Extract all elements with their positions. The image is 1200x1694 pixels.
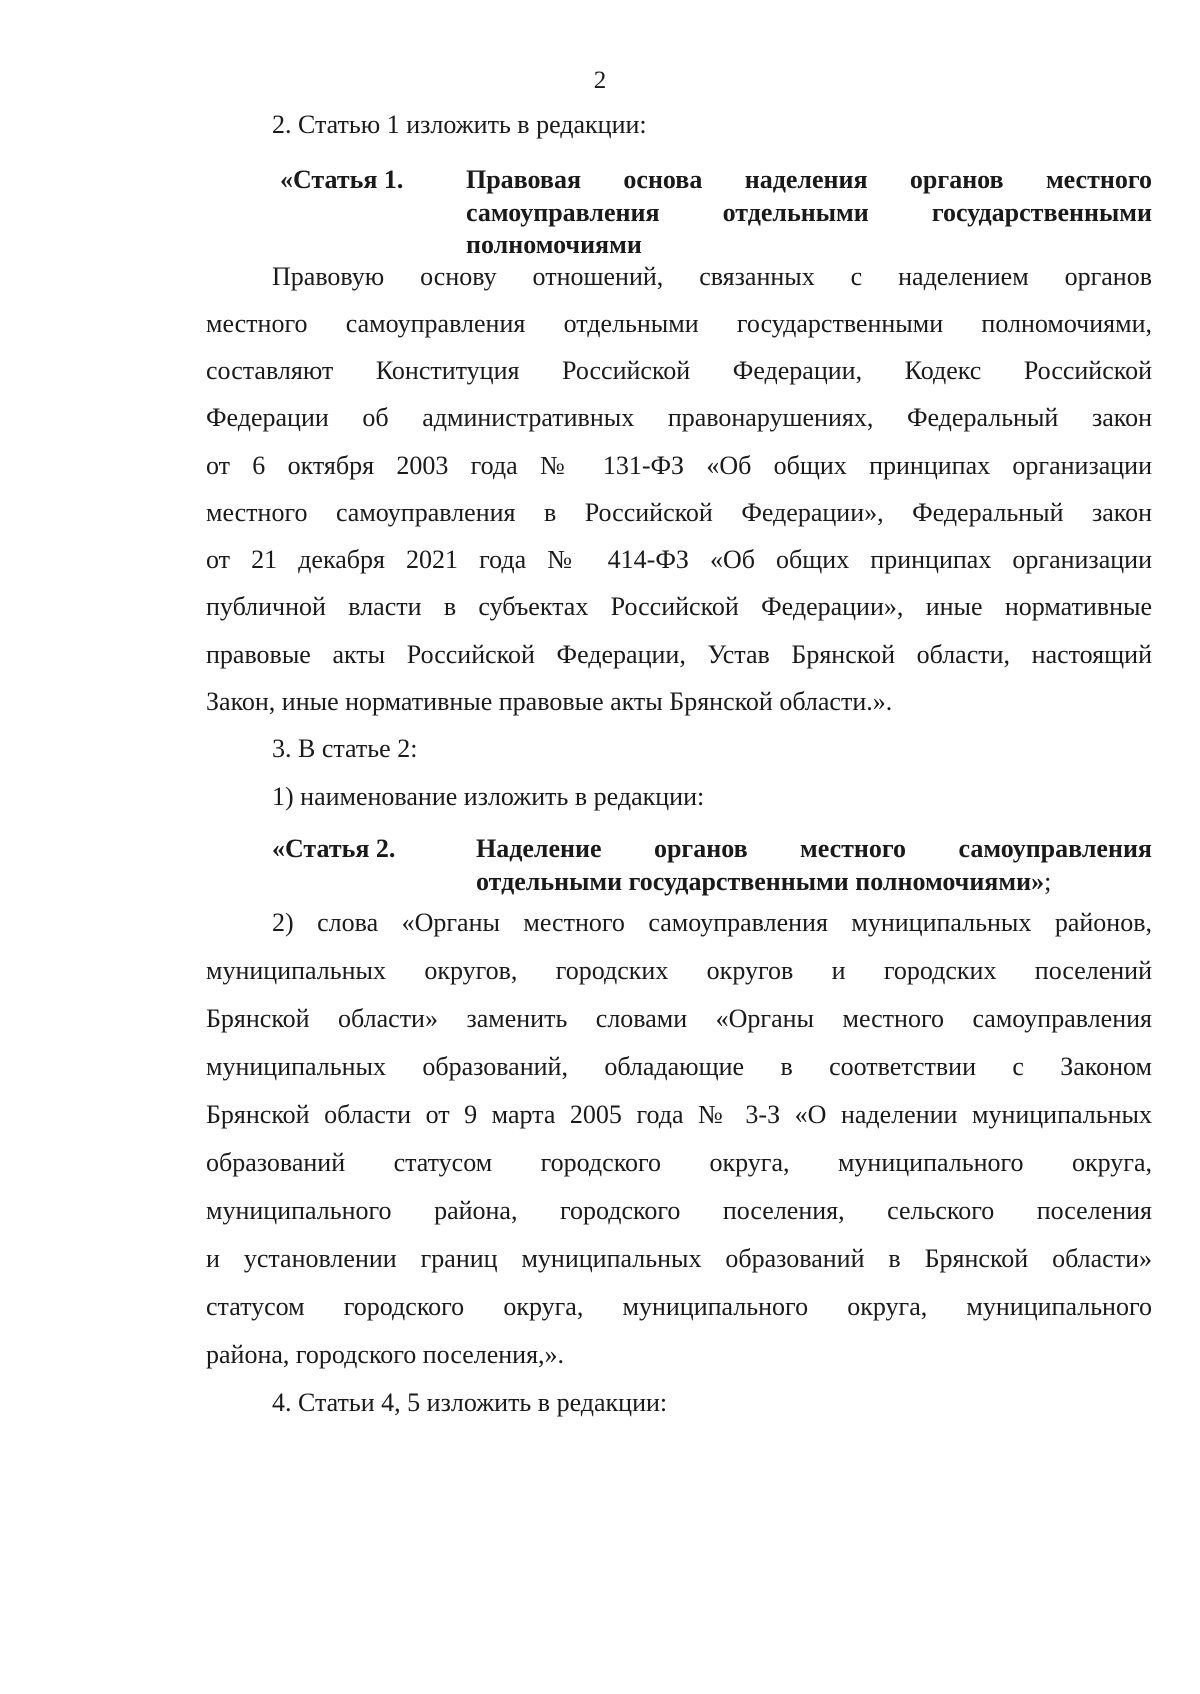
article-2-title-line [476,867,1051,897]
page-number: 2 [593,67,607,94]
article-1-body-line: местного самоуправления в Российской Федерации», Федеральный закон [206,498,1152,527]
article-2-title-suffix: ; [1044,867,1052,896]
article-1-body-line: публичной власти в субъектах Российской Федерации», иные нормативные [206,592,1152,621]
article-1-title-line: самоуправления отдельными государственными [466,198,1152,227]
article-1-body-line: от 21 декабря 2021 года № 414-ФЗ «Об общих принципах организации [206,545,1152,574]
item-3-sub-2-line: муниципальных образований, обладающие в соответствии с Законом [206,1052,1152,1081]
article-1-label: «Статья 1. [280,165,404,194]
item-4: 4. Статьи 4, 5 изложить в редакции: [272,1388,668,1417]
article-1-body-line: Федерации об административных правонарушениях, Федеральный закон [206,403,1152,432]
item-3-sub-1: 1) наименование изложить в редакции: [272,782,705,811]
item-3-sub-2-line: муниципального района, городского поселения, сельского поселения [206,1196,1152,1225]
article-1-body-line: правовые акты Российской Федерации, Устав Брянской области, настоящий [206,640,1152,669]
item-3-sub-2-line: Брянской области от 9 марта 2005 года № 3-З «О наделении муниципальных [206,1100,1152,1129]
item-2-intro: 2. Статью 1 изложить в редакции: [272,110,647,139]
article-1-body-line: Правовую основу отношений, связанных с наделением органов [272,262,1152,291]
item-3-sub-2-line: Брянской области» заменить словами «Органы местного самоуправления [206,1004,1152,1033]
item-3-sub-2-line: 2) слова «Органы местного самоуправления муниципальных районов, [272,908,1152,937]
item-3-sub-2-line: и установлении границ муниципальных образований в Брянской области» [206,1244,1152,1273]
item-3-sub-2-line: образований статусом городского округа, муниципального округа, [206,1148,1152,1177]
item-3-sub-2-line: муниципальных округов, городских округов и городских поселений [206,956,1152,985]
article-1-body-line: от 6 октября 2003 года № 131-ФЗ «Об общих принципах организации [206,451,1152,480]
item-3-sub-2-line: района, городского поселения,». [206,1340,565,1369]
article-2-title-line: Наделение органов местного самоуправления [476,834,1152,863]
article-2-label: «Статья 2. [272,834,396,863]
article-1-body-line: Закон, иные нормативные правовые акты Брянской области.». [206,687,893,716]
article-1-title-line: полномочиями [466,230,642,259]
article-1-title-line: Правовая основа наделения органов местного [466,165,1152,194]
article-2-title-text: отдельными государственными полномочиями» [476,867,1045,896]
item-3: 3. В статье 2: [272,734,418,763]
item-3-sub-2-line: статусом городского округа, муниципального округа, муниципального [206,1292,1152,1321]
article-1-body-line: составляют Конституция Российской Федерации, Кодекс Российской [206,356,1152,385]
article-1-body-line: местного самоуправления отдельными государственными полномочиями, [206,309,1152,338]
